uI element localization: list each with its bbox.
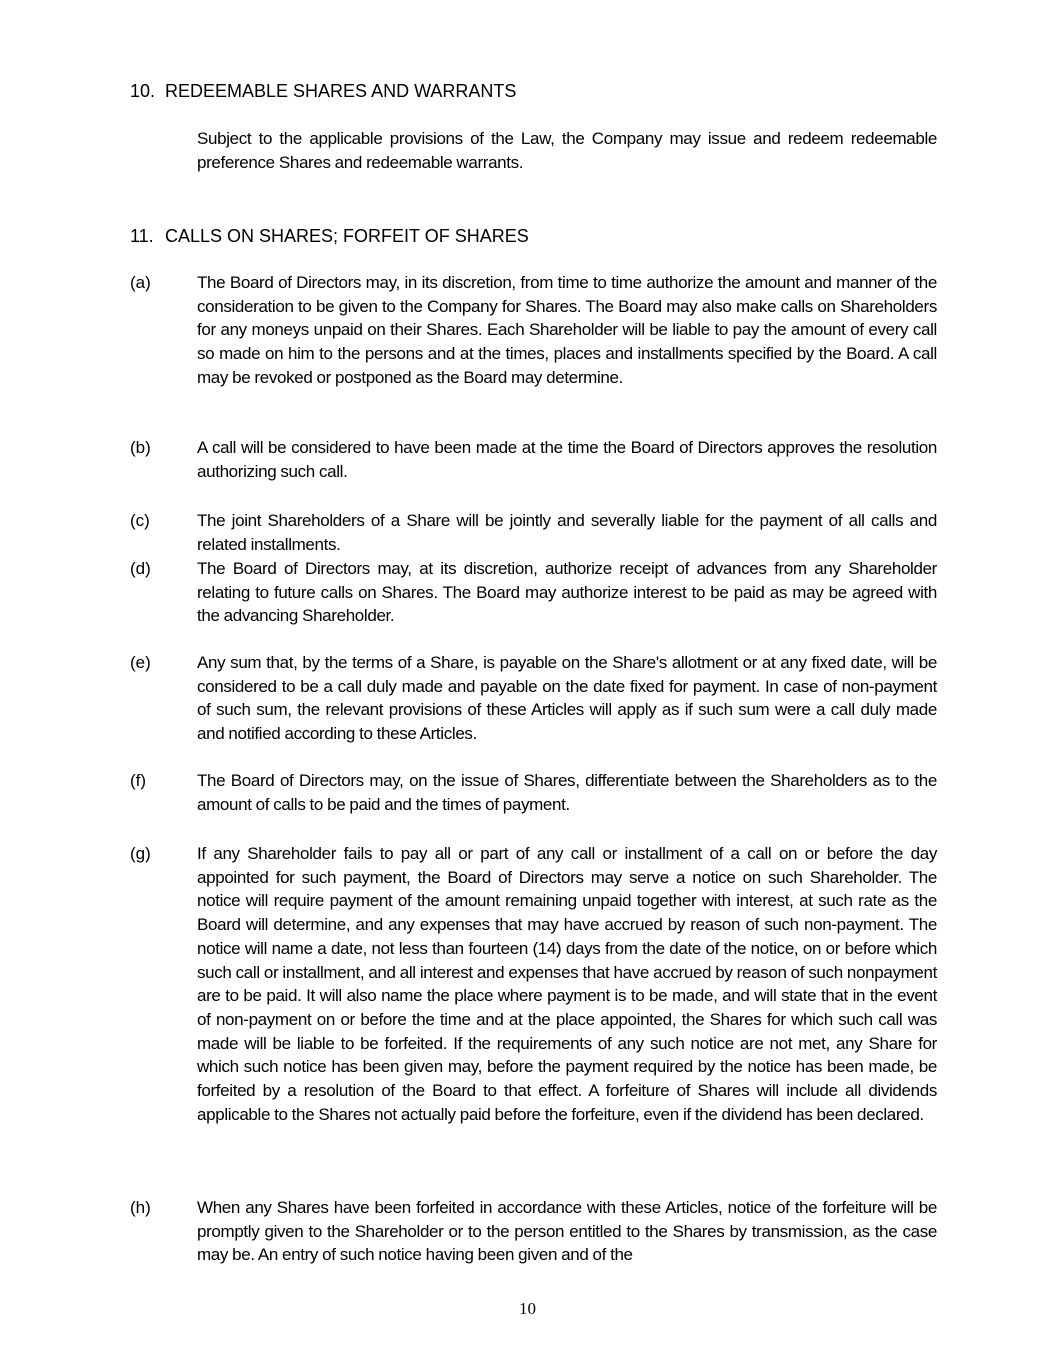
clause-h [130,1196,937,1267]
clause-a [130,271,937,390]
clause-d-text: The Board of Directors may, at its discretion, authorize receipt of advances from any Shareholder relating to future calls on Shares. The Board may authorize interest to be paid as may be agreed with the advancing Shareholder. [197,559,937,626]
clause-f [130,769,937,816]
clause-c [130,509,937,556]
section-10-heading [130,80,516,102]
clause-a-text: The Board of Directors may, in its discretion, from time to time authorize the amount and manner of the consideration to be given to the Company for Shares. The Board may also make calls on Shareholders for any moneys unpaid on their Shares. Each Shareholder will be liable to pay the amount of every call so made on him to the persons and at the times, places and installments specified by the Board. A call may be revoked or postponed as the Board may determine. [197,273,937,387]
page-number: 10 [519,1299,536,1318]
section-11-number: 11. [130,226,154,246]
section-10-title: REDEEMABLE SHARES AND WARRANTS [165,81,517,101]
clause-h-marker: (h) [130,1198,151,1217]
section-11-title: CALLS ON SHARES; FORFEIT OF SHARES [165,226,529,246]
section-11-heading [130,225,529,247]
clause-e-marker: (e) [130,653,151,672]
clause-a-marker: (a) [130,273,151,292]
section-10-body: Subject to the applicable provisions of the Law, the Company may issue and redeem redeemable preference Shares and redeemable warrants. [197,129,937,172]
clause-c-marker: (c) [130,511,150,530]
clause-d [130,557,937,628]
clause-b [130,436,937,483]
clause-h-text: When any Shares have been forfeited in accordance with these Articles, notice of the forfeiture will be promptly given to the Shareholder or to the person entitled to the Shares by transmission, as the case may be. An entry of such notice having been given and of the [197,1198,937,1265]
clause-g-text: If any Shareholder fails to pay all or part of any call or installment of a call on or before the day appointed for such payment, the Board of Directors may serve a notice on such Shareholder. The notice will require payment of the amount remaining unpaid together with interest, at such rate as the Board will determine, and any expenses that may have accrued by reason of such non-payment. The notice will name a date, not less than fourteen (14) days from the date of the notice, on or before which such call or installment, and all interest and expenses that have accrued by reason of such nonpayment are to be paid. It will also name the place where payment is to be made, and will state that in the event of non-payment on or before the time and at the place appointed, the Shares for which such call was made will be liable to be forfeited. If the requirements of any such notice are not met, any Share for which such notice has been given may, before the payment required by the notice has been made, be forfeited by a resolution of the Board to that effect. A forfeiture of Shares will include all dividends applicable to the Shares not actually paid before the forfeiture, even if the dividend has been declared. [197,844,937,1124]
clause-e-text: Any sum that, by the terms of a Share, is payable on the Share's allotment or at any fixed date, will be considered to be a call duly made and payable on the date fixed for payment. In case of non-payment of such sum, the relevant provisions of these Articles will apply as if such sum were a call duly made and notified according to these Articles. [197,653,937,744]
clause-f-text: The Board of Directors may, on the issue of Shares, differentiate between the Shareholders as to the amount of calls to be paid and the times of payment. [197,771,937,814]
clause-d-marker: (d) [130,559,151,578]
clause-c-text: The joint Shareholders of a Share will be jointly and severally liable for the payment of all calls and related installments. [197,511,937,554]
clause-g-marker: (g) [130,844,151,863]
clause-e [130,651,937,746]
clause-g [130,842,937,1126]
clause-b-text: A call will be considered to have been made at the time the Board of Directors approves the resolution authorizing such call. [197,438,937,481]
clause-b-marker: (b) [130,438,151,457]
clause-f-marker: (f) [130,771,147,790]
section-10-number: 10. [130,81,156,101]
